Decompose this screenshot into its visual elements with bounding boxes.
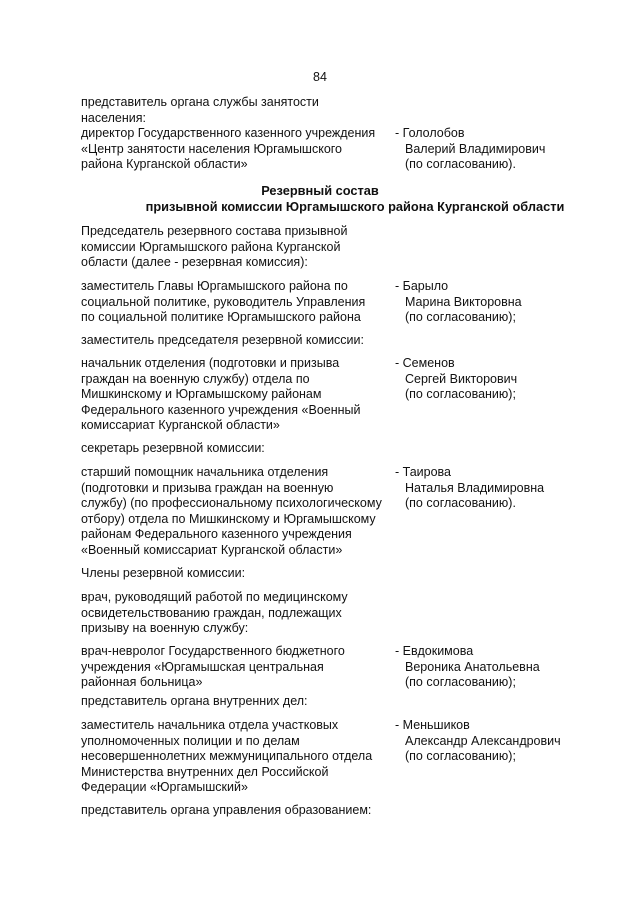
person-note: (по согласованию). — [405, 157, 516, 171]
text-line: отбору) отдела по Мишкинскому и Юргамышскому — [81, 511, 376, 526]
text-line: несовершеннолетних межмуниципального отдела — [81, 749, 373, 763]
text-line: по социальной политике Юргамышского района — [81, 310, 361, 324]
text-line: начальник отделения (подготовки и призыва — [81, 356, 340, 370]
doctor-label-block — [81, 590, 401, 637]
person-note: (по согласованию). — [405, 496, 516, 510]
employment-service-block — [81, 95, 401, 173]
deputy-glava-block — [81, 279, 401, 326]
person-name: - Семенов — [395, 356, 455, 370]
members-label — [81, 566, 245, 582]
neurologist-block — [81, 644, 401, 691]
text-line: комиссии Юргамышского района Курганской — [81, 239, 341, 254]
person-name: - Гололобов — [395, 126, 465, 140]
deputy-chair-person — [395, 356, 517, 403]
text-line: заместитель начальника отдела участковых — [81, 718, 339, 732]
text-line: Федерации «Юргамышский» — [81, 780, 248, 794]
person-note: (по согласованию); — [405, 675, 516, 689]
police-block — [81, 718, 401, 796]
text-line: области (далее - резервная комиссия): — [81, 255, 308, 269]
text-line: районам Федерального казенного учреждения — [81, 527, 352, 541]
heading-line-2: призывной комиссии Юргамышского района Курганской области — [145, 199, 565, 214]
text-line: Министерства внутренних дел Российской — [81, 764, 329, 779]
person-given-names: Валерий Владимирович — [405, 141, 546, 156]
neurologist-person — [395, 644, 540, 691]
text-line: директор Государственного казенного учреждения — [81, 126, 376, 140]
text-line: Федерального казенного учреждения «Военный — [81, 402, 361, 417]
person-given-names: Александр Александрович — [405, 733, 561, 748]
employment-service-person — [395, 126, 545, 173]
education-label — [81, 803, 371, 819]
deputy-chair-block — [81, 356, 401, 434]
text-line: представитель органа внутренних дел: — [81, 694, 308, 708]
text-line: Председатель резервного состава призывной — [81, 224, 348, 238]
text-line: секретарь резервной комиссии: — [81, 441, 265, 455]
text-line: Мишкинскому и Юргамышскому районам — [81, 387, 322, 401]
page-number: 84 — [313, 70, 327, 84]
text-line: врач-невролог Государственного бюджетного — [81, 644, 345, 658]
text-line: Члены резервной комиссии: — [81, 566, 246, 580]
secretary-label — [81, 441, 265, 457]
text-line: (подготовки и призыва граждан на военную — [81, 480, 334, 495]
chair-block — [81, 224, 401, 271]
text-line: «Военный комиссариат Курганской области» — [81, 542, 343, 557]
text-line: представитель органа управления образованием: — [81, 803, 372, 817]
text-line: заместитель председателя резервной комиссии: — [81, 333, 364, 347]
text-line: населения: — [81, 110, 147, 125]
text-line: учреждения «Юргамышская центральная — [81, 659, 324, 674]
secretary-person — [395, 465, 544, 512]
person-name: - Евдокимова — [395, 644, 474, 658]
person-name: - Меньшиков — [395, 718, 470, 732]
interior-label — [81, 694, 308, 710]
text-line: социальной политике, руководитель Управления — [81, 294, 366, 309]
text-line: граждан на военную службу) отдела по — [81, 371, 310, 386]
text-line: района Курганской области» — [81, 157, 248, 171]
police-person — [395, 718, 561, 765]
person-given-names: Сергей Викторович — [405, 371, 518, 386]
person-note: (по согласованию); — [405, 387, 516, 401]
text-line: врач, руководящий работой по медицинскому — [81, 590, 348, 604]
person-note: (по согласованию); — [405, 310, 516, 324]
text-line: освидетельствованию граждан, подлежащих — [81, 605, 342, 620]
person-name: - Таирова — [395, 465, 451, 479]
deputy-chair-label — [81, 333, 364, 349]
text-line: комиссариат Курганской области» — [81, 418, 280, 432]
person-note: (по согласованию); — [405, 749, 516, 763]
text-line: старший помощник начальника отделения — [81, 465, 329, 479]
section-heading — [0, 183, 640, 215]
text-line: представитель органа службы занятости — [81, 95, 319, 109]
text-line: «Центр занятости населения Юргамышского — [81, 141, 343, 156]
person-given-names: Марина Викторовна — [405, 294, 522, 309]
text-line: заместитель Главы Юргамышского района по — [81, 279, 348, 293]
text-line: призыву на военную службу: — [81, 621, 249, 635]
person-given-names: Вероника Анатольевна — [405, 659, 540, 674]
heading-line-1: Резервный состав — [261, 183, 379, 198]
deputy-glava-person — [395, 279, 522, 326]
text-line: уполномоченных полиции и по делам — [81, 733, 300, 748]
person-given-names: Наталья Владимировна — [405, 480, 545, 495]
secretary-block — [81, 465, 401, 558]
person-name: - Барыло — [395, 279, 449, 293]
text-line: районная больница» — [81, 675, 203, 689]
text-line: службу) (по профессиональному психологическому — [81, 496, 382, 510]
